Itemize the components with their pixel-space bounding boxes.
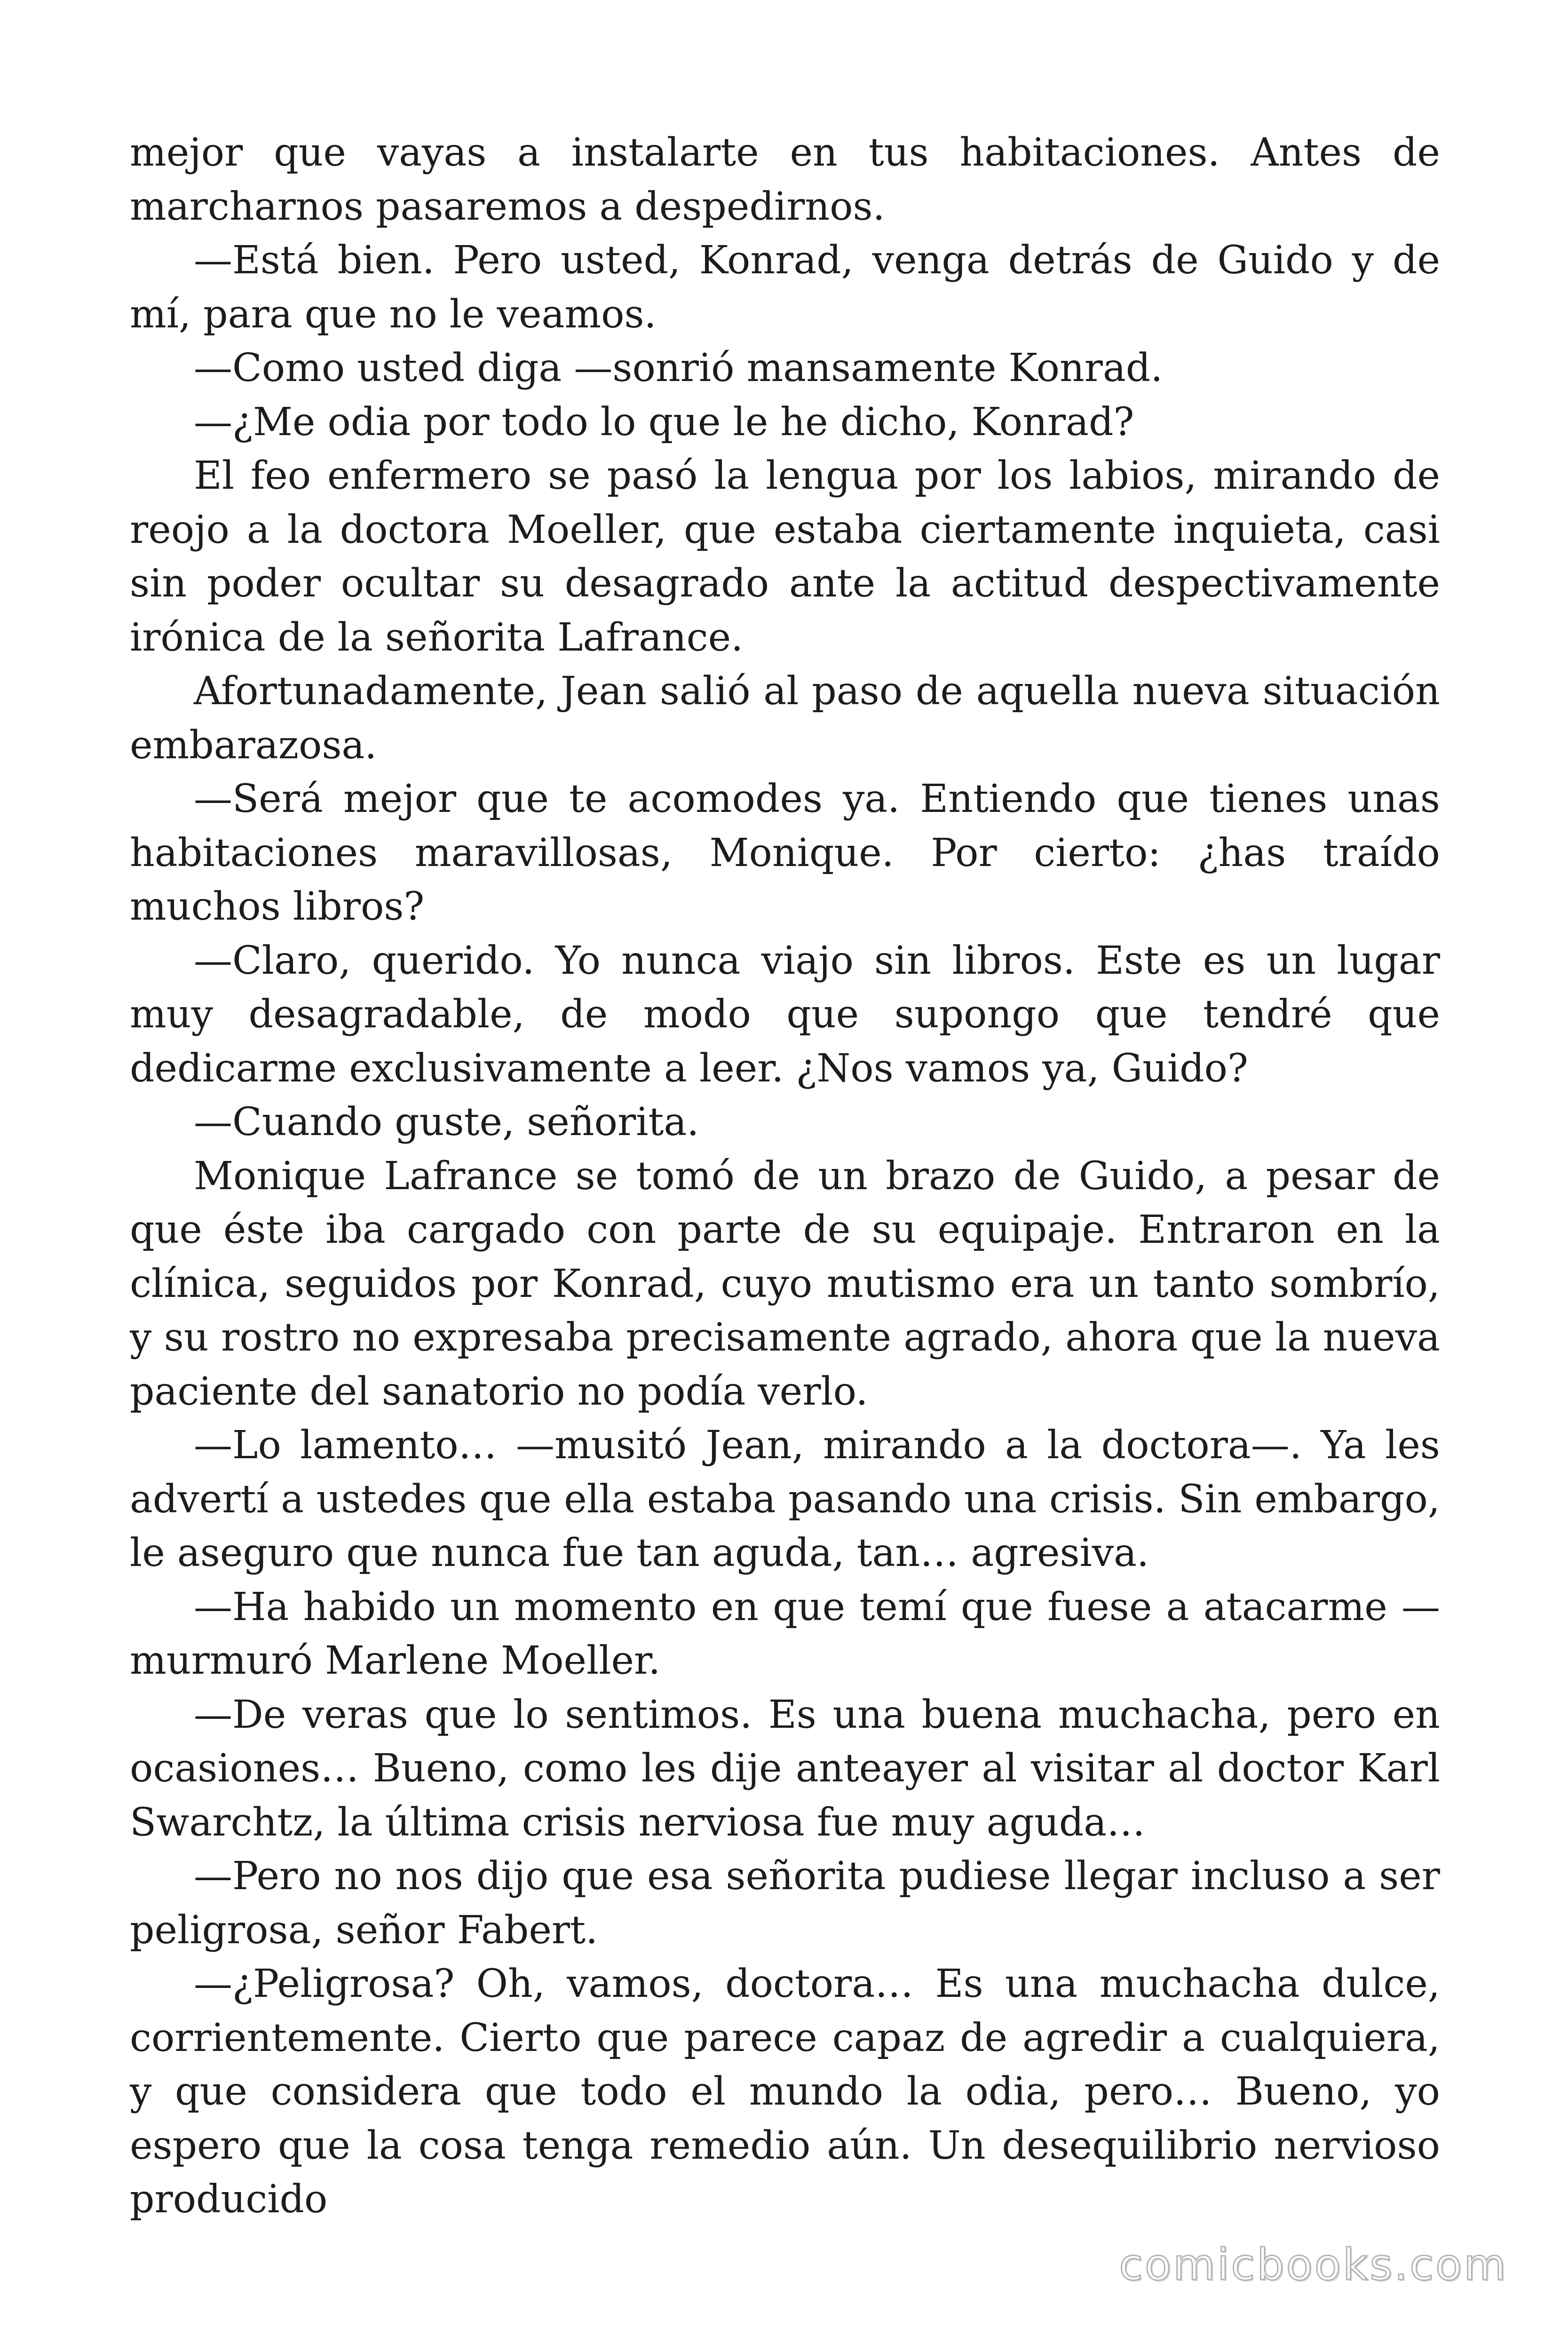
paragraph: —De veras que lo sentimos. Es una buena muchacha, pero en ocasiones… Bueno, como les dije anteayer al visitar al doctor Karl Swarchtz, la última crisis nerviosa fue muy aguda…: [130, 1692, 1440, 1845]
paragraph: —Como usted diga —sonrió mansamente Konrad.: [194, 346, 1163, 390]
paragraph-continuation: mejor que vayas a instalarte en tus habitaciones. Antes de marcharnos pasaremos a despedirnos.: [130, 130, 1440, 229]
paragraph: Monique Lafrance se tomó de un brazo de Guido, a pesar de que éste iba cargado con parte de su equipaje. Entraron en la clínica, seguidos por Konrad, cuyo mutismo era un tanto sombrío, y su rostro no expresaba precisamente agrado, ahora que la nueva paciente del sanatorio no podía verlo.: [130, 1153, 1440, 1414]
paragraph: Afortunadamente, Jean salió al paso de aquella nueva situación embarazosa.: [130, 669, 1440, 768]
paragraph: El feo enfermero se pasó la lengua por los labios, mirando de reojo a la doctora Moeller, que estaba ciertamente inquieta, casi sin poder ocultar su desagrado ante la actitud despectivamente irónica de la señorita Lafrance.: [130, 453, 1440, 660]
paragraph: —¿Peligrosa? Oh, vamos, doctora… Es una muchacha dulce, corrientemente. Cierto que parece capaz de agredir a cualquiera, y que considera que todo el mundo la odia, pero… Bueno, yo espero que la cosa tenga remedio aún. Un desequilibrio nervioso producido: [130, 1962, 1440, 2222]
paragraph: —Cuando guste, señorita.: [194, 1100, 699, 1144]
paragraph: —Claro, querido. Yo nunca viajo sin libros. Este es un lugar muy desagradable, de modo que supongo que tendré que dedicarme exclusivamente a leer. ¿Nos vamos ya, Guido?: [130, 938, 1440, 1091]
watermark-text: comicbooks.com: [1119, 2240, 1508, 2290]
paragraph: —Pero no nos dijo que esa señorita pudiese llegar incluso a ser peligrosa, señor Fabert.: [130, 1854, 1440, 1953]
paragraph: —Ha habido un momento en que temí que fuese a atacarme — murmuró Marlene Moeller.: [130, 1584, 1440, 1683]
paragraph: —Será mejor que te acomodes ya. Entiendo que tienes unas habitaciones maravillosas, Monique. Por cierto: ¿has traído muchos libros?: [130, 777, 1440, 929]
paragraph: —Está bien. Pero usted, Konrad, venga detrás de Guido y de mí, para que no le veamos.: [130, 238, 1440, 337]
body-text: [130, 126, 1440, 2227]
paragraph: —Lo lamento… —musitó Jean, mirando a la doctora—. Ya les advertí a ustedes que ella estaba pasando una crisis. Sin embargo, le aseguro que nunca fue tan aguda, tan… agresiva.: [130, 1423, 1440, 1575]
paragraph: —¿Me odia por todo lo que le he dicho, Konrad?: [194, 399, 1134, 445]
